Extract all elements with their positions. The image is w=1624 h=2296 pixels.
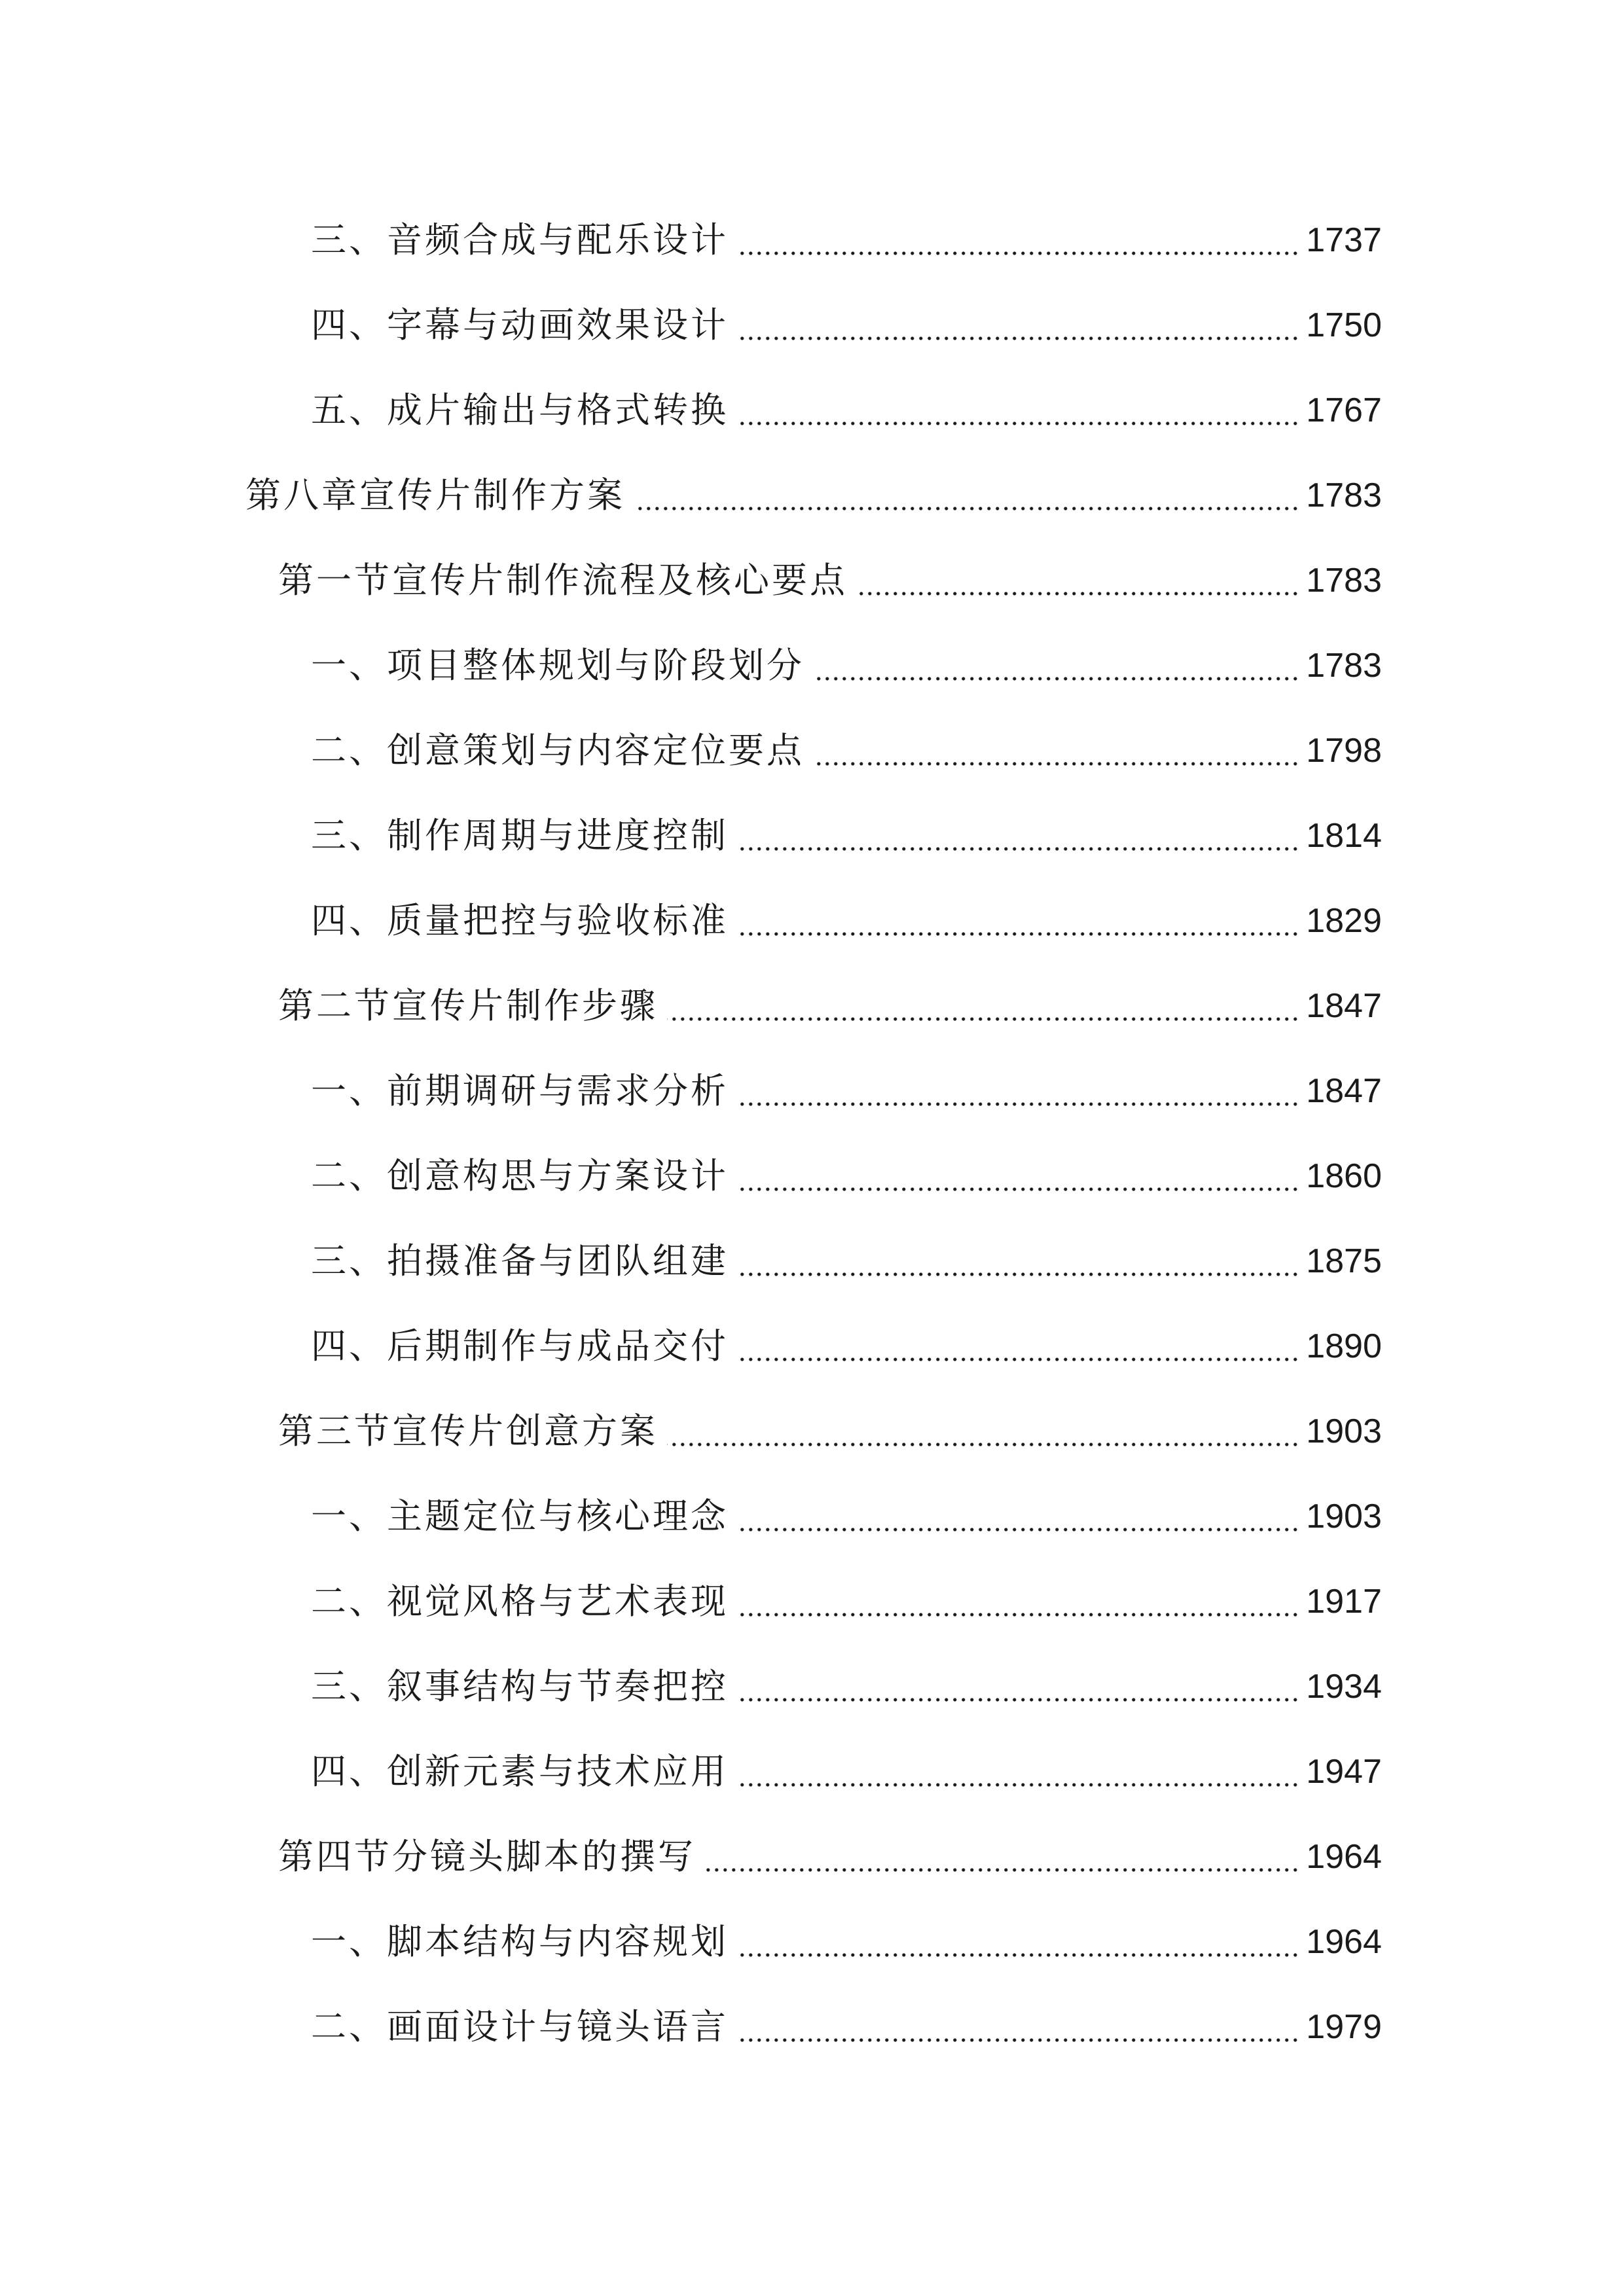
toc-entry-subsection[interactable] [311,633,1382,698]
toc-entry-title: 四、字幕与动画效果设计 [311,304,729,346]
toc-entry-page-number: 1860 [1306,1157,1382,1195]
toc-entry-title: 第二节宣传片制作步骤 [278,985,658,1026]
toc-entry-subsection[interactable] [311,803,1382,869]
toc-entry-page-number: 1947 [1306,1753,1382,1791]
toc-entry-title: 五、成片输出与格式转换 [311,389,729,431]
dot-leader [738,251,1299,255]
toc-entry-subsection[interactable] [311,207,1382,273]
toc-entry-subsection[interactable] [311,1058,1382,1124]
toc-entry-page-number: 1847 [1306,1072,1382,1110]
toc-entry-title: 三、拍摄准备与团队组建 [311,1240,729,1282]
dot-leader [738,1272,1299,1276]
toc-entry-title: 四、质量把控与验收标准 [311,900,729,941]
toc-entry-page-number: 1737 [1306,221,1382,259]
toc-entry-page-number: 1875 [1306,1242,1382,1280]
toc-entry-subsection[interactable] [311,378,1382,443]
dot-leader [738,1357,1299,1361]
toc-entry-title: 二、创意构思与方案设计 [311,1155,729,1196]
toc-entry-page-number: 1917 [1306,1583,1382,1621]
toc-entry-subsection[interactable] [311,1314,1382,1379]
toc-entry-page-number: 1847 [1306,987,1382,1025]
toc-entry-subsection[interactable] [311,1654,1382,1719]
toc-entry-page-number: 1783 [1306,647,1382,685]
dot-leader [738,336,1299,340]
toc-entry-title: 三、叙事结构与节奏把控 [311,1666,729,1707]
toc-entry-page-number: 1979 [1306,2008,1382,2046]
dot-leader [738,1698,1299,1702]
toc-entry-subsection[interactable] [311,293,1382,358]
toc-entry-title: 二、视觉风格与艺术表现 [311,1581,729,1622]
dot-leader [667,1017,1299,1021]
toc-entry-subsection[interactable] [311,1909,1382,1975]
toc-entry-title: 三、制作周期与进度控制 [311,815,729,856]
dot-leader [667,1443,1299,1446]
toc-entry-title: 第三节宣传片创意方案 [278,1410,658,1452]
toc-entry-subsection[interactable] [311,718,1382,783]
toc-entry-page-number: 1783 [1306,476,1382,514]
dot-leader [738,2038,1299,2042]
dot-leader [814,762,1299,766]
toc-entry-title: 四、创新元素与技术应用 [311,1751,729,1792]
toc-entry-subsection[interactable] [311,1739,1382,1804]
toc-entry-page-number: 1903 [1306,1412,1382,1450]
dot-leader [738,1953,1299,1957]
toc-entry-subsection[interactable] [311,1484,1382,1549]
dot-leader [738,847,1299,851]
toc-entry-title: 一、项目整体规划与阶段划分 [311,645,804,686]
toc-entry-title: 一、前期调研与需求分析 [311,1070,729,1111]
toc-entry-page-number: 1783 [1306,562,1382,600]
dot-leader [705,1868,1299,1872]
toc-entry-page-number: 1934 [1306,1668,1382,1706]
toc-entry-page-number: 1798 [1306,732,1382,770]
toc-entry-section[interactable] [278,548,1382,613]
toc-entry-subsection[interactable] [311,1143,1382,1209]
dot-leader [738,1783,1299,1787]
toc-entry-title: 第一节宣传片制作流程及核心要点 [278,560,848,601]
toc-entry-title: 二、创意策划与内容定位要点 [311,730,804,771]
toc-entry-page-number: 1964 [1306,1923,1382,1961]
toc-entry-title: 一、主题定位与核心理念 [311,1496,729,1537]
toc-entry-title: 第四节分镜头脚本的撰写 [278,1836,696,1877]
toc-entry-title: 四、后期制作与成品交付 [311,1325,729,1367]
toc-entry-subsection[interactable] [311,1569,1382,1634]
toc-entry-title: 第八章宣传片制作方案 [245,475,625,516]
dot-leader [738,1528,1299,1532]
dot-leader [634,507,1299,511]
toc-entry-page-number: 1964 [1306,1838,1382,1876]
toc-entry-section[interactable] [278,1824,1382,1890]
toc-entry-page-number: 1814 [1306,817,1382,855]
toc-entry-page-number: 1890 [1306,1327,1382,1365]
dot-leader [814,677,1299,681]
dot-leader [738,1102,1299,1106]
toc-entry-page-number: 1767 [1306,391,1382,429]
dot-leader [857,592,1299,596]
toc-entry-chapter[interactable] [245,463,1382,528]
toc-entry-subsection[interactable] [311,888,1382,954]
dot-leader [738,932,1299,936]
toc-entry-subsection[interactable] [311,1229,1382,1294]
dot-leader [738,422,1299,425]
toc-entry-section[interactable] [278,1399,1382,1464]
toc-entry-page-number: 1750 [1306,306,1382,344]
toc-entry-title: 二、画面设计与镜头语言 [311,2006,729,2047]
toc-entry-page-number: 1903 [1306,1498,1382,1535]
toc-entry-page-number: 1829 [1306,902,1382,940]
toc-entry-title: 一、脚本结构与内容规划 [311,1921,729,1962]
toc-entry-section[interactable] [278,973,1382,1039]
dot-leader [738,1613,1299,1617]
dot-leader [738,1187,1299,1191]
toc-entry-subsection[interactable] [311,1994,1382,2060]
toc-entry-title: 三、音频合成与配乐设计 [311,219,729,260]
